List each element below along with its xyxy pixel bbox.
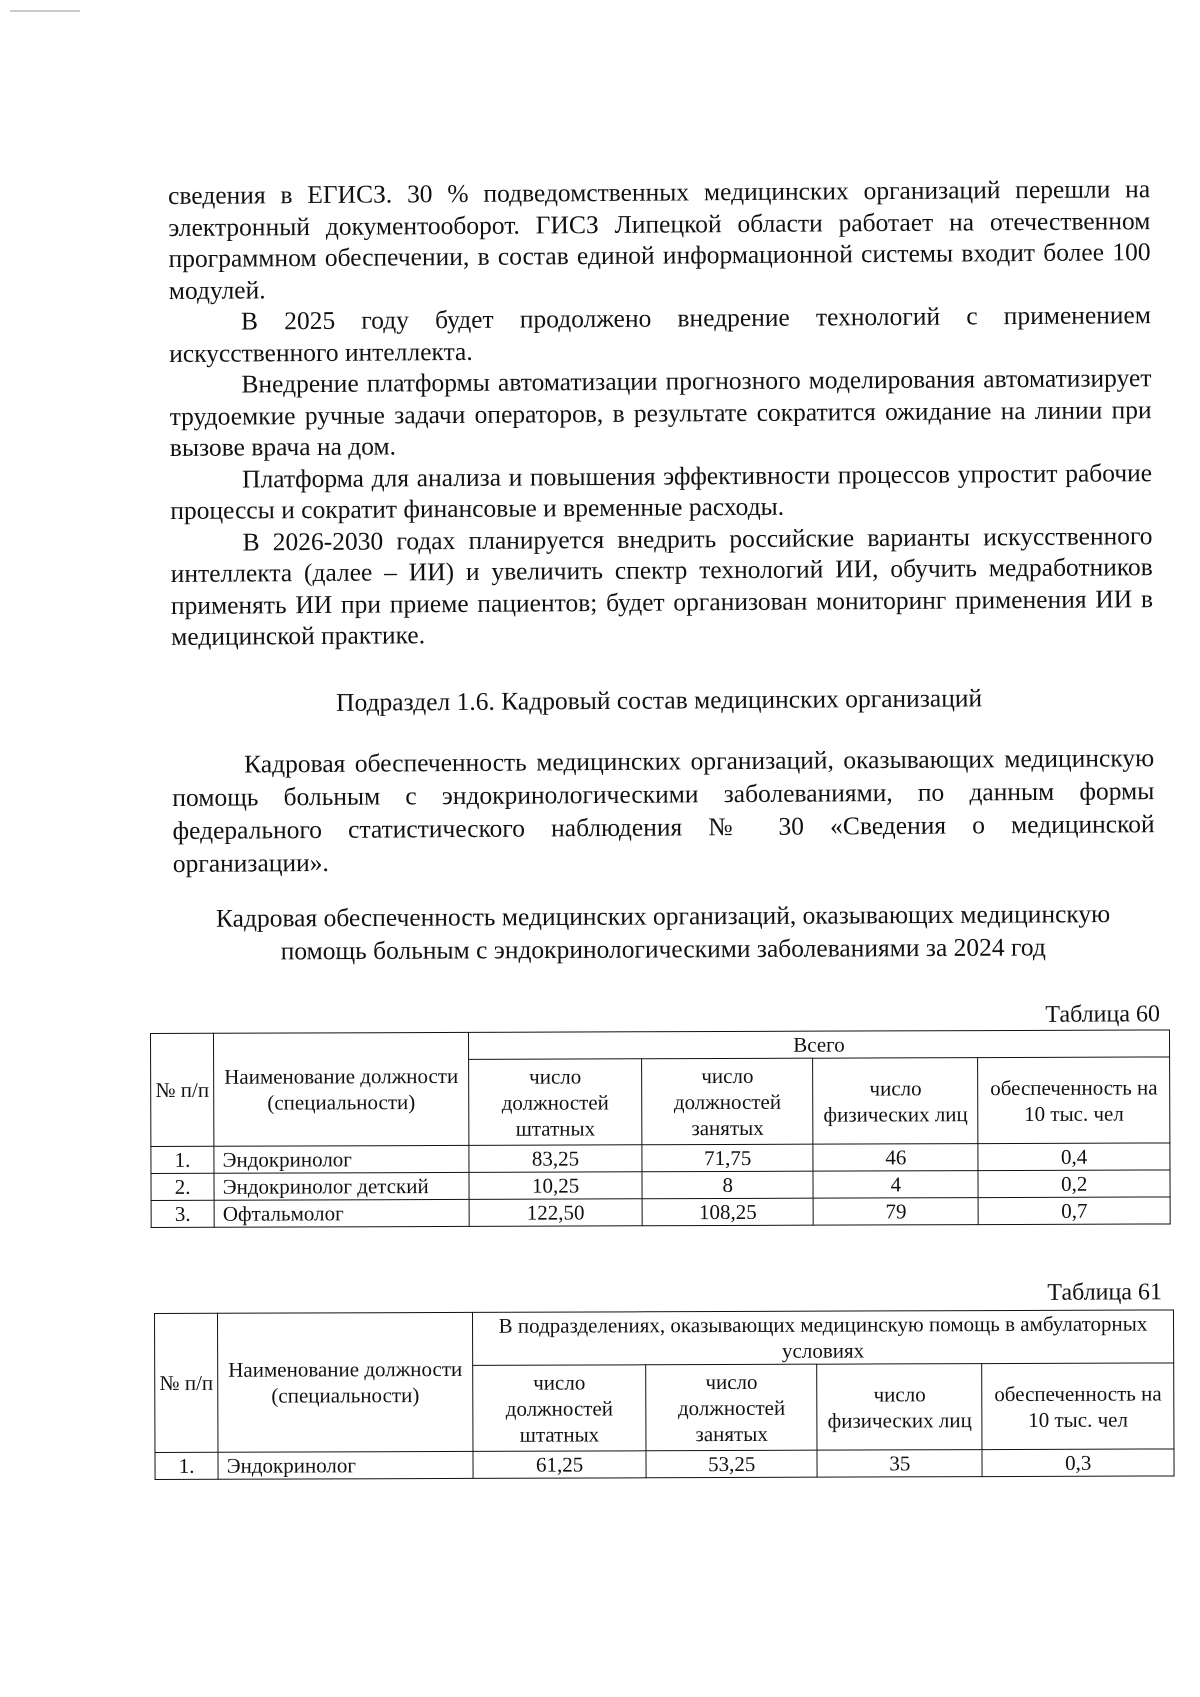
table-60-label: Таблица 60 bbox=[1045, 1001, 1161, 1028]
header-group: Всего bbox=[468, 1030, 1169, 1059]
table-row bbox=[155, 1449, 1174, 1480]
cell-value: 61,25 bbox=[473, 1451, 646, 1479]
table-61 bbox=[154, 1309, 1175, 1480]
cell-value: 53,25 bbox=[646, 1450, 817, 1478]
header-num: № п/п bbox=[155, 1313, 219, 1452]
cell-num: 2. bbox=[151, 1173, 214, 1200]
cell-num: 1. bbox=[151, 1146, 214, 1173]
cell-value: 0,3 bbox=[982, 1449, 1174, 1477]
cell-value: 79 bbox=[813, 1198, 978, 1226]
cell-value: 0,4 bbox=[978, 1143, 1170, 1171]
header-num: № п/п bbox=[151, 1033, 215, 1146]
cell-value: 8 bbox=[642, 1171, 813, 1199]
cell-name: Эндокринолог bbox=[218, 1451, 473, 1479]
cell-value: 108,25 bbox=[642, 1198, 813, 1226]
paragraph: Внедрение платформы автоматизации прогнозного моделирования автоматизирует трудоемкие ручные задачи операторов, в результате сократится ожидание на линии при вызове врача на дом. bbox=[169, 363, 1152, 462]
cell-name: Эндокринолог bbox=[214, 1145, 469, 1173]
header-sub: число должностей штатных bbox=[473, 1365, 647, 1452]
header-sub: число физических лиц bbox=[817, 1364, 982, 1451]
cell-num: 3. bbox=[151, 1200, 214, 1227]
subsection-title: Подраздел 1.6. Кадровый состав медицинских организаций bbox=[335, 683, 983, 717]
body-text bbox=[168, 173, 1153, 652]
header-name: Наименование должности (специальности) bbox=[214, 1032, 469, 1146]
table-row bbox=[151, 1170, 1170, 1201]
scan-artifact bbox=[10, 10, 80, 12]
cell-value: 0,7 bbox=[978, 1197, 1170, 1225]
cell-value: 122,50 bbox=[469, 1199, 642, 1227]
paragraph: В 2026-2030 годах планируется внедрить российские варианты искусственного интеллекта (далее – ИИ) и увеличить спектр технологий ИИ, обучить медработников применять ИИ при приеме пациентов; будет организован мониторинг применения ИИ в медицинской практике. bbox=[170, 520, 1154, 651]
header-name: Наименование должности (специальности) bbox=[218, 1312, 473, 1452]
cell-num: 1. bbox=[155, 1452, 218, 1479]
cell-name: Эндокринолог детский bbox=[214, 1172, 469, 1200]
header-group: В подразделениях, оказывающих медицинскую помощь в амбулаторных условиях bbox=[472, 1310, 1173, 1365]
table-60 bbox=[150, 1029, 1171, 1228]
header-sub: число должностей занятых bbox=[642, 1058, 813, 1145]
paragraph: В 2025 году будет продолжено внедрение технологий с применением искусственного интеллекта. bbox=[169, 300, 1152, 368]
table-row bbox=[151, 1197, 1170, 1228]
cell-name: Офтальмолог bbox=[214, 1199, 469, 1227]
cell-value: 0,2 bbox=[978, 1170, 1170, 1198]
cell-value: 35 bbox=[817, 1450, 982, 1478]
header-sub: число должностей занятых bbox=[646, 1364, 817, 1451]
cell-value: 4 bbox=[813, 1171, 978, 1199]
cell-value: 83,25 bbox=[469, 1145, 642, 1173]
header-sub: обеспеченность на 10 тыс. чел bbox=[978, 1057, 1170, 1144]
table-61-label: Таблица 61 bbox=[1047, 1279, 1163, 1306]
paragraph: Платформа для анализа и повышения эффективности процессов упростит рабочие процессы и сократит финансовые и временные расходы. bbox=[170, 457, 1153, 525]
paragraph: Кадровая обеспеченность медицинских организаций, оказывающих медицинскую помощь больным с эндокринологическими заболеваниями, по данным формы федерального статистического наблюдения № 30 «Сведения о медицинской организации». bbox=[172, 743, 1155, 878]
intro-text bbox=[172, 741, 1155, 880]
cell-value: 46 bbox=[813, 1144, 978, 1172]
header-sub: число физических лиц bbox=[813, 1058, 978, 1145]
table-row bbox=[151, 1143, 1170, 1174]
header-sub: обеспеченность на 10 тыс. чел bbox=[982, 1363, 1174, 1450]
cell-value: 10,25 bbox=[469, 1172, 642, 1200]
cell-value: 71,75 bbox=[642, 1144, 813, 1172]
header-sub: число должностей штатных bbox=[469, 1059, 643, 1146]
paragraph: сведения в ЕГИСЗ. 30 % подведомственных медицинских организаций перешли на электронный документооборот. ГИСЗ Липецкой области работает на отечественном программном обеспечении, в состав единой информационной системы входит более 100 модулей. bbox=[168, 174, 1151, 305]
table-caption: Кадровая обеспеченность медицинских организаций, оказывающих медицинскую помощь больным с эндокринологическими заболеваниями за 2024 год bbox=[215, 899, 1111, 966]
